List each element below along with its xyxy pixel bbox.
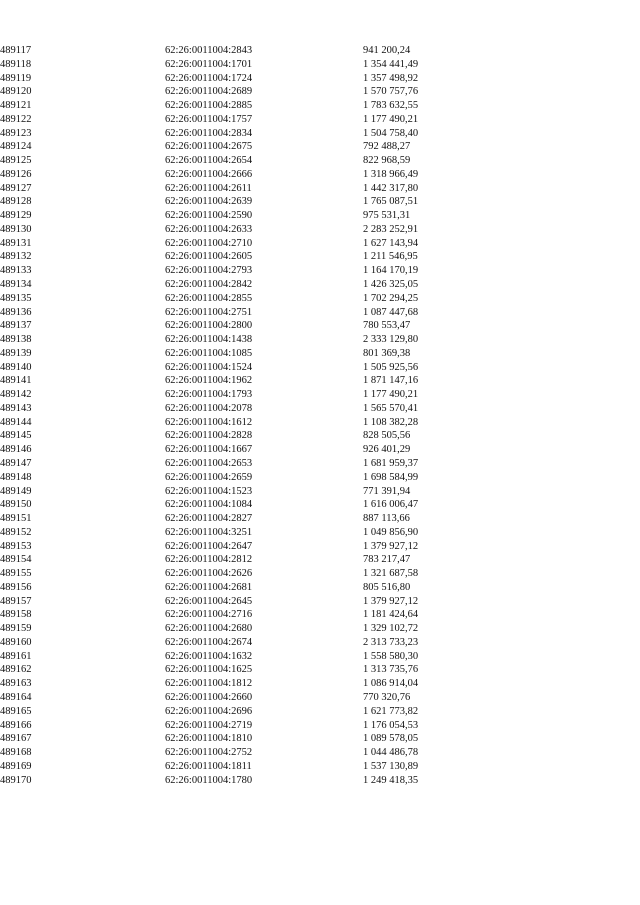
cadastral-number: 62:26:0011004:1523 [165, 485, 253, 497]
cadastral-number: 62:26:0011004:1438 [165, 334, 253, 346]
cadastral-number: 62:26:0011004:2605 [165, 251, 253, 263]
cadastral-number: 62:26:0011004:1085 [165, 347, 253, 359]
record-number: 489161 [0, 650, 32, 662]
table-row [0, 264, 523, 278]
cadastral-value: 1 504 758,40 [363, 127, 419, 139]
record-number: 489153 [0, 540, 32, 552]
table-row [0, 292, 523, 306]
cadastral-value: 975 531,31 [363, 210, 411, 222]
table-row [0, 182, 523, 196]
cadastral-number: 62:26:0011004:1811 [165, 760, 252, 772]
cadastral-value: 1 089 578,05 [363, 733, 419, 745]
cadastral-number: 62:26:0011004:1962 [165, 375, 253, 387]
cadastral-value: 1 442 317,80 [363, 182, 419, 194]
cadastral-number: 62:26:0011004:2793 [165, 265, 253, 277]
record-number: 489117 [0, 45, 32, 56]
cadastral-value: 1 783 632,55 [363, 100, 419, 112]
table-row [0, 58, 523, 72]
cadastral-value: 801 369,38 [363, 347, 411, 359]
cadastral-number: 62:26:0011004:2710 [165, 237, 253, 249]
cadastral-number: 62:26:0011004:2078 [165, 402, 253, 414]
cadastral-number: 62:26:0011004:2800 [165, 320, 253, 332]
cadastral-number: 62:26:0011004:2719 [165, 719, 253, 731]
record-number: 489122 [0, 113, 32, 125]
cadastral-number: 62:26:0011004:2843 [165, 45, 253, 56]
table-row [0, 237, 523, 251]
cadastral-number: 62:26:0011004:2666 [165, 168, 253, 180]
cadastral-value: 771 391,94 [363, 485, 411, 497]
record-number: 489143 [0, 402, 32, 414]
record-number: 489141 [0, 375, 32, 387]
cadastral-number: 62:26:0011004:2696 [165, 705, 253, 717]
table-row [0, 663, 523, 677]
table-row [0, 567, 523, 581]
record-number: 489169 [0, 760, 32, 772]
table-row [0, 553, 523, 567]
cadastral-value: 1 249 418,35 [363, 774, 419, 786]
record-number: 489119 [0, 72, 32, 84]
table-row [0, 705, 523, 719]
record-number: 489137 [0, 320, 32, 332]
cadastral-value: 1 565 570,41 [363, 402, 419, 414]
table-row [0, 278, 523, 292]
cadastral-value: 1 570 757,76 [363, 86, 419, 98]
cadastral-value: 1 318 966,49 [363, 168, 419, 180]
record-number: 489118 [0, 58, 32, 70]
cadastral-number: 62:26:0011004:1724 [165, 72, 253, 84]
cadastral-value: 1 357 498,92 [363, 72, 419, 84]
table-row [0, 209, 523, 223]
table-row [0, 540, 523, 554]
table-row [0, 498, 523, 512]
record-number: 489130 [0, 223, 32, 235]
table-row [0, 719, 523, 733]
cadastral-number: 62:26:0011004:1812 [165, 678, 253, 690]
table-row [0, 595, 523, 609]
record-number: 489121 [0, 100, 32, 112]
cadastral-value: 1 379 927,12 [363, 540, 419, 552]
cadastral-number: 62:26:0011004:2626 [165, 568, 253, 580]
record-number: 489147 [0, 457, 32, 469]
table-body [0, 44, 523, 787]
cadastral-number: 62:26:0011004:2611 [165, 182, 252, 194]
table-row [0, 250, 523, 264]
cadastral-value: 1 698 584,99 [363, 471, 419, 483]
cadastral-number: 62:26:0011004:2812 [165, 554, 253, 566]
cadastral-value: 1 379 927,12 [363, 595, 419, 607]
cadastral-value: 1 176 054,53 [363, 719, 419, 731]
cadastral-number: 62:26:0011004:1780 [165, 774, 253, 786]
cadastral-value: 780 553,47 [363, 320, 411, 332]
cadastral-number: 62:26:0011004:1524 [165, 361, 253, 373]
record-number: 489133 [0, 265, 32, 277]
cadastral-number: 62:26:0011004:2674 [165, 636, 253, 648]
cadastral-value: 887 113,66 [363, 513, 410, 525]
cadastral-number: 62:26:0011004:1701 [165, 58, 253, 70]
table-row [0, 333, 523, 347]
cadastral-number: 62:26:0011004:2842 [165, 279, 253, 291]
cadastral-number: 62:26:0011004:2681 [165, 581, 253, 593]
cadastral-value: 1 181 424,64 [363, 609, 419, 621]
cadastral-number: 62:26:0011004:2828 [165, 430, 253, 442]
cadastral-number: 62:26:0011004:2855 [165, 292, 253, 304]
table-row [0, 429, 523, 443]
record-number: 489156 [0, 581, 32, 593]
cadastral-number: 62:26:0011004:2647 [165, 540, 253, 552]
cadastral-number: 62:26:0011004:2659 [165, 471, 253, 483]
table-row [0, 388, 523, 402]
cadastral-value-table [0, 44, 523, 787]
table-row [0, 774, 523, 788]
cadastral-value: 1 086 914,04 [363, 678, 419, 690]
record-number: 489142 [0, 389, 32, 401]
table-row [0, 306, 523, 320]
table-row [0, 512, 523, 526]
cadastral-number: 62:26:0011004:2885 [165, 100, 253, 112]
table-row [0, 374, 523, 388]
table-row [0, 85, 523, 99]
record-number: 489129 [0, 210, 32, 222]
cadastral-number: 62:26:0011004:2716 [165, 609, 253, 621]
record-number: 489146 [0, 444, 32, 456]
table-row [0, 113, 523, 127]
cadastral-value: 783 217,47 [363, 554, 411, 566]
cadastral-number: 62:26:0011004:2751 [165, 306, 253, 318]
record-number: 489138 [0, 334, 32, 346]
table-row [0, 347, 523, 361]
cadastral-value: 1 049 856,90 [363, 526, 419, 538]
table-row [0, 154, 523, 168]
table-row [0, 127, 523, 141]
table-row [0, 677, 523, 691]
cadastral-number: 62:26:0011004:1084 [165, 499, 253, 511]
cadastral-number: 62:26:0011004:2639 [165, 196, 253, 208]
cadastral-value: 1 871 147,16 [363, 375, 419, 387]
record-number: 489162 [0, 664, 32, 676]
record-number: 489145 [0, 430, 32, 442]
cadastral-value: 1 616 006,47 [363, 499, 419, 511]
record-number: 489128 [0, 196, 32, 208]
table-row [0, 581, 523, 595]
record-number: 489134 [0, 279, 32, 291]
cadastral-number: 62:26:0011004:1612 [165, 416, 253, 428]
cadastral-value: 1 621 773,82 [363, 705, 419, 717]
record-number: 489149 [0, 485, 32, 497]
record-number: 489167 [0, 733, 32, 745]
table-row [0, 526, 523, 540]
record-number: 489151 [0, 513, 32, 525]
record-number: 489164 [0, 691, 32, 703]
table-row [0, 457, 523, 471]
record-number: 489135 [0, 292, 32, 304]
cadastral-value: 1 164 170,19 [363, 265, 419, 277]
table-row [0, 195, 523, 209]
cadastral-value: 1 505 925,56 [363, 361, 419, 373]
cadastral-number: 62:26:0011004:2834 [165, 127, 253, 139]
table-row [0, 223, 523, 237]
cadastral-value: 1 044 486,78 [363, 747, 419, 759]
record-number: 489158 [0, 609, 32, 621]
record-number: 489150 [0, 499, 32, 511]
record-number: 489170 [0, 774, 32, 786]
cadastral-value: 2 313 733,23 [363, 636, 419, 648]
record-number: 489136 [0, 306, 32, 318]
cadastral-value: 926 401,29 [363, 444, 411, 456]
table-row [0, 416, 523, 430]
table-row [0, 760, 523, 774]
table-row [0, 44, 523, 58]
record-number: 489144 [0, 416, 32, 428]
cadastral-number: 62:26:0011004:2827 [165, 513, 253, 525]
cadastral-value: 1 702 294,25 [363, 292, 419, 304]
cadastral-value: 828 505,56 [363, 430, 411, 442]
record-number: 489157 [0, 595, 32, 607]
cadastral-value: 2 333 129,80 [363, 334, 419, 346]
table-row [0, 636, 523, 650]
cadastral-number: 62:26:0011004:2645 [165, 595, 253, 607]
cadastral-value: 792 488,27 [363, 141, 411, 153]
table-row [0, 622, 523, 636]
cadastral-value: 1 108 382,28 [363, 416, 419, 428]
table-row [0, 485, 523, 499]
cadastral-value: 1 627 143,94 [363, 237, 419, 249]
table-row [0, 650, 523, 664]
table-row [0, 140, 523, 154]
record-number: 489126 [0, 168, 32, 180]
cadastral-value: 1 329 102,72 [363, 623, 419, 635]
cadastral-value: 1 354 441,49 [363, 58, 419, 70]
record-number: 489127 [0, 182, 32, 194]
cadastral-number: 62:26:0011004:2590 [165, 210, 253, 222]
record-number: 489159 [0, 623, 32, 635]
record-number: 489148 [0, 471, 32, 483]
cadastral-value: 941 200,24 [363, 45, 411, 56]
cadastral-number: 62:26:0011004:2660 [165, 691, 253, 703]
record-number: 489123 [0, 127, 32, 139]
cadastral-number: 62:26:0011004:2689 [165, 86, 253, 98]
cadastral-number: 62:26:0011004:1625 [165, 664, 253, 676]
cadastral-value: 1 211 546,95 [363, 251, 418, 263]
cadastral-number: 62:26:0011004:2675 [165, 141, 253, 153]
cadastral-number: 62:26:0011004:2653 [165, 457, 253, 469]
cadastral-number: 62:26:0011004:2654 [165, 155, 253, 167]
table-row [0, 471, 523, 485]
cadastral-value: 1 321 687,58 [363, 568, 419, 580]
record-number: 489160 [0, 636, 32, 648]
table-row [0, 732, 523, 746]
record-number: 489163 [0, 678, 32, 690]
record-number: 489120 [0, 86, 32, 98]
cadastral-value: 805 516,80 [363, 581, 411, 593]
record-number: 489155 [0, 568, 32, 580]
cadastral-number: 62:26:0011004:3251 [165, 526, 253, 538]
record-number: 489139 [0, 347, 32, 359]
cadastral-value: 1 177 490,21 [363, 113, 419, 125]
cadastral-value: 822 968,59 [363, 155, 411, 167]
cadastral-number: 62:26:0011004:1632 [165, 650, 253, 662]
cadastral-value: 2 283 252,91 [363, 223, 419, 235]
cadastral-number: 62:26:0011004:2752 [165, 747, 253, 759]
table-row [0, 361, 523, 375]
record-number: 489140 [0, 361, 32, 373]
cadastral-number: 62:26:0011004:2633 [165, 223, 253, 235]
cadastral-number: 62:26:0011004:2680 [165, 623, 253, 635]
cadastral-number: 62:26:0011004:1757 [165, 113, 253, 125]
cadastral-value: 770 320,76 [363, 691, 411, 703]
table-row [0, 168, 523, 182]
record-number: 489132 [0, 251, 32, 263]
table-row [0, 402, 523, 416]
table-row [0, 443, 523, 457]
cadastral-value: 1 313 735,76 [363, 664, 419, 676]
table-row [0, 691, 523, 705]
record-number: 489165 [0, 705, 32, 717]
cadastral-number: 62:26:0011004:1810 [165, 733, 253, 745]
record-number: 489125 [0, 155, 32, 167]
cadastral-value: 1 087 447,68 [363, 306, 419, 318]
cadastral-value: 1 765 087,51 [363, 196, 419, 208]
record-number: 489124 [0, 141, 32, 153]
table-row [0, 72, 523, 86]
record-number: 489168 [0, 747, 32, 759]
cadastral-number: 62:26:0011004:1667 [165, 444, 253, 456]
cadastral-value: 1 426 325,05 [363, 279, 419, 291]
table-row [0, 319, 523, 333]
table-row [0, 746, 523, 760]
cadastral-number: 62:26:0011004:1793 [165, 389, 253, 401]
record-number: 489131 [0, 237, 32, 249]
record-number: 489154 [0, 554, 32, 566]
cadastral-value: 1 558 580,30 [363, 650, 419, 662]
table-row [0, 608, 523, 622]
table-row [0, 99, 523, 113]
cadastral-value: 1 537 130,89 [363, 760, 419, 772]
cadastral-value: 1 177 490,21 [363, 389, 419, 401]
record-number: 489152 [0, 526, 32, 538]
cadastral-value: 1 681 959,37 [363, 457, 419, 469]
record-number: 489166 [0, 719, 32, 731]
